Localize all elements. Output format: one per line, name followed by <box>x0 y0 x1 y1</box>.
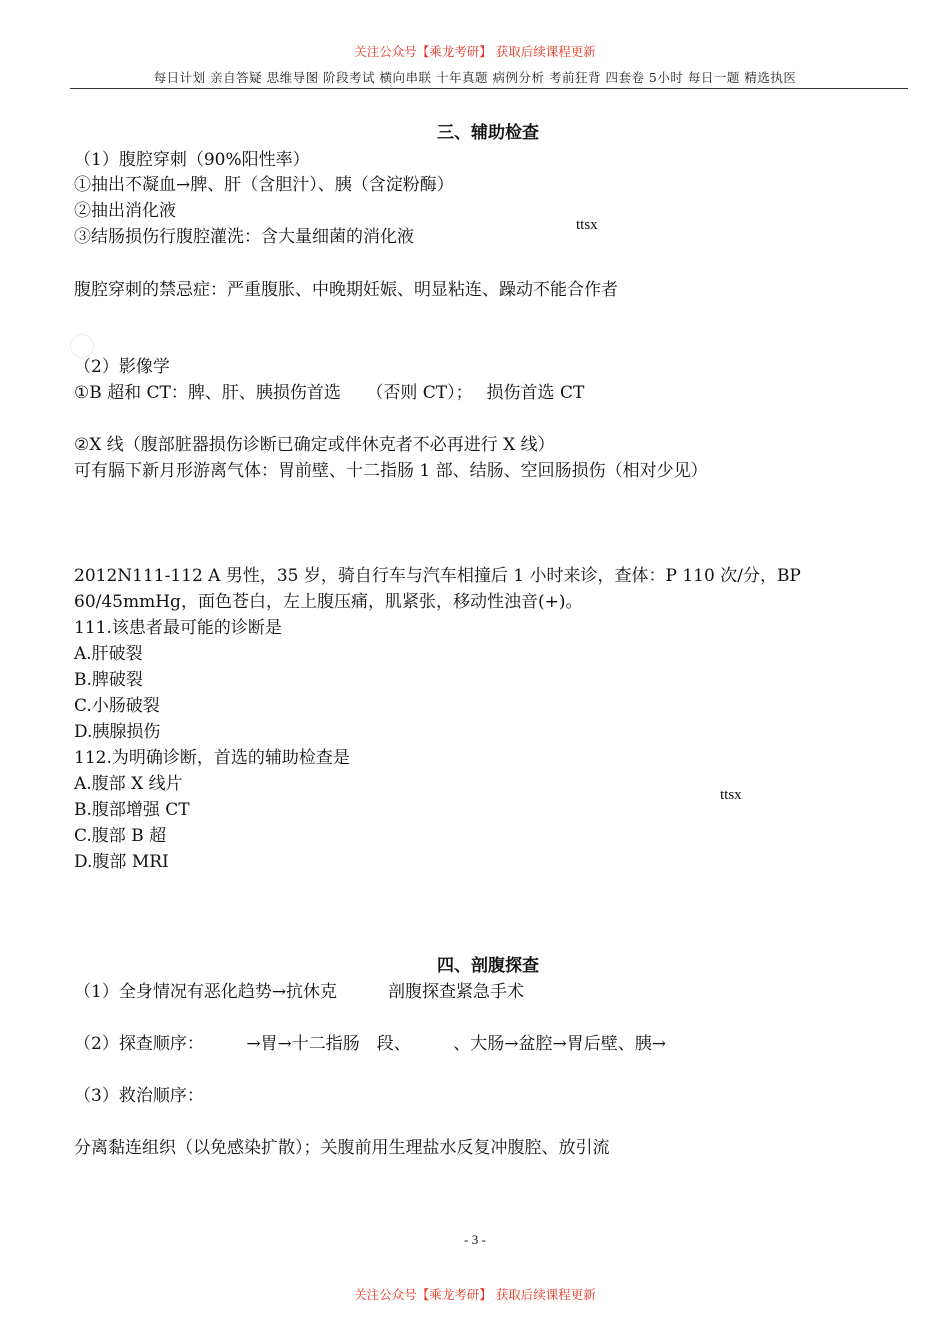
question-stem: 2012N111-112 A 男性，35 岁，骑自行车与汽车相撞后 1 小时来诊，查体：P 110 次/分，BP <box>74 566 801 586</box>
section-3-line: （1）腹腔穿刺（90%阳性率） <box>74 150 310 170</box>
section-3-line: ①抽出不凝血→脾、肝（含胆汁）、胰（含淀粉酶） <box>74 175 454 195</box>
section-3-line: ②X 线（腹部脏器损伤诊断已确定或伴休克者不必再进行 X 线） <box>74 435 555 455</box>
ttsx-mark: ttsx <box>576 217 598 233</box>
section-3-line: 腹腔穿刺的禁忌症：严重腹胀、中晚期妊娠、明显粘连、躁动不能合作者 <box>74 280 618 300</box>
section-4-line: （3）救治顺序： <box>74 1086 204 1106</box>
section-4-line: （1）全身情况有恶化趋势→抗休克 剖腹探查紧急手术 <box>74 982 525 1002</box>
question-111-option: B.脾破裂 <box>74 670 143 690</box>
section-3-line: ③结肠损伤行腹腔灌洗：含大量细菌的消化液 <box>74 227 414 247</box>
question-112-option: C.腹部 B 超 <box>74 826 167 846</box>
section-3-line: 可有膈下新月形游离气体：胃前壁、十二指肠 1 部、结肠、空回肠损伤（相对少见） <box>74 461 708 481</box>
section-3-line: ①B 超和 CT：脾、肝、胰损伤首选 （否则 CT）； 损伤首选 CT <box>74 383 585 403</box>
question-112-option: D.腹部 MRI <box>74 852 169 872</box>
section-4-line: 分离黏连组织（以免感染扩散）；关腹前用生理盐水反复冲腹腔、放引流 <box>74 1138 610 1158</box>
question-112: 112.为明确诊断，首选的辅助检查是 <box>74 748 350 768</box>
section-3-line: ②抽出消化液 <box>74 201 176 221</box>
question-111-option: C.小肠破裂 <box>74 696 160 716</box>
footer-promo: 关注公众号【乘龙考研】 获取后续课程更新 <box>354 1287 596 1302</box>
question-stem: 60/45mmHg，面色苍白，左上腹压痛，肌紧张，移动性浊音(+)。 <box>74 592 583 612</box>
question-111-option: D.胰腺损伤 <box>74 722 161 742</box>
question-112-option: B.腹部增强 CT <box>74 800 190 820</box>
header-tagline: 每日计划 亲自答疑 思维导图 阶段考试 横向串联 十年真题 病例分析 考前狂背 四套卷 5小时 每日一题 精选执医 <box>153 70 797 85</box>
question-111-option: A.肝破裂 <box>74 644 143 664</box>
section-4-title: 四、剖腹探查 <box>437 956 539 976</box>
section-3-line: （2）影像学 <box>74 357 170 377</box>
question-111: 111.该患者最可能的诊断是 <box>74 618 282 638</box>
ttsx-mark: ttsx <box>720 787 742 803</box>
section-3-title: 三、辅助检查 <box>437 123 539 143</box>
watermark-circle <box>70 334 94 358</box>
page-number: - 3 - <box>464 1232 486 1247</box>
section-4-line: （2）探查顺序： →胃→十二指肠 段、 、大肠→盆腔→胃后壁、胰→ <box>74 1034 667 1054</box>
header-promo: 关注公众号【乘龙考研】 获取后续课程更新 <box>354 44 596 59</box>
header-divider <box>70 88 908 89</box>
question-112-option: A.腹部 X 线片 <box>74 774 183 794</box>
